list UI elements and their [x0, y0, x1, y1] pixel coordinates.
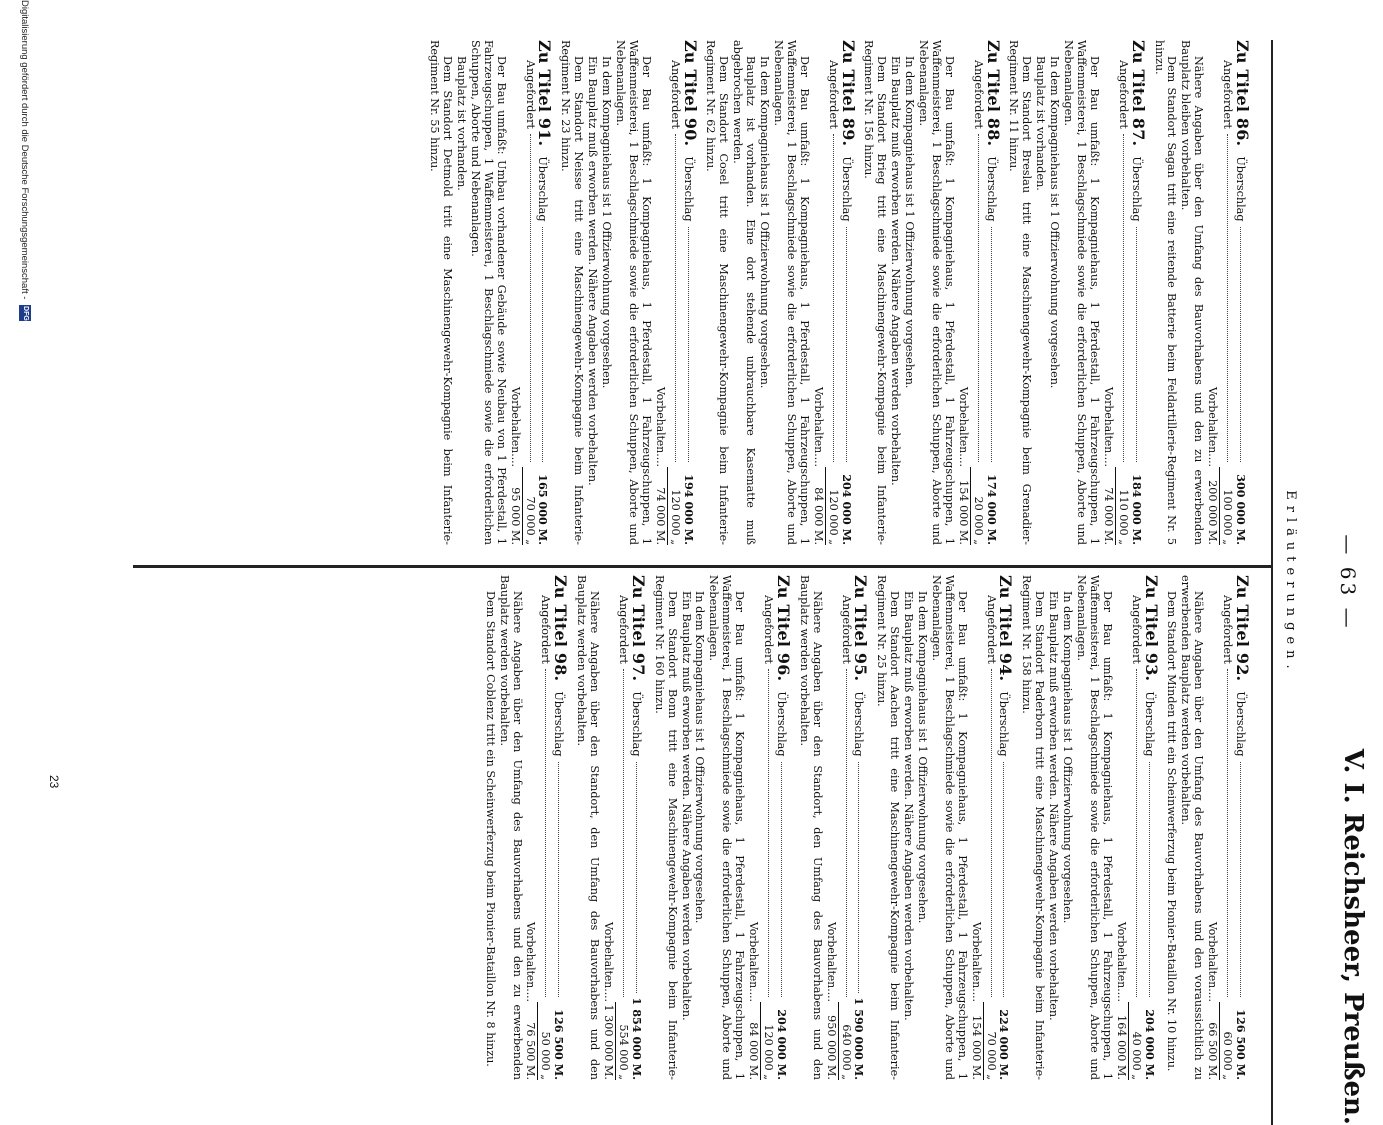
- entry-heading: [851, 575, 871, 1080]
- reserved-label: Vorbehalten....: [524, 921, 538, 1002]
- budget-entry: [1165, 575, 1252, 1080]
- requested-line: [538, 575, 552, 1080]
- reserved-line: [1101, 40, 1114, 545]
- explanation-paragraph: Ein Bauplatz muß erworben werden. Nähere Angaben werden vorbehalten.: [679, 591, 693, 1021]
- explanation-paragraph: Ein Bauplatz muß erworben werden. Nähere Angaben werden vorbehalten.: [586, 56, 600, 486]
- running-title: V. I. Reichsheer, Preußen.: [1338, 748, 1368, 1125]
- reserved-line: [1114, 575, 1127, 1080]
- explanation-paragraph: Dem Standort Bonn tritt eine Maschinengewehr-Kompagnie beim Infanterie-Regiment Nr. 160 hinzu.: [652, 575, 679, 1080]
- reserved-amount: 200 000 M.: [1206, 480, 1220, 545]
- estimate-label: Überschlag: [997, 691, 1011, 757]
- reserved-label: Vorbehalten....: [602, 921, 616, 1002]
- entry-heading: [551, 575, 571, 1080]
- requested-amount: 640 000 „: [838, 1002, 852, 1080]
- estimate-amount: 174 000 M.: [984, 474, 999, 545]
- explanation-paragraph: Nähere Angaben über den Standort, den Umfang des Bauvorhabens und den Bauplatz werden vorbehalten.: [797, 575, 824, 1080]
- requested-line: [1128, 575, 1142, 1080]
- reserved-label: Vorbehalten....: [1206, 921, 1220, 1002]
- estimate-label: Überschlag: [1142, 691, 1156, 757]
- explanation-paragraph: Dem Standort Detmold tritt eine Maschinengewehr-Kompagnie beim Infanterie-Regiment Nr. 55 hinzu.: [428, 40, 455, 545]
- requested-line: [522, 40, 536, 545]
- requested-line: [1219, 40, 1233, 545]
- leader-dots: [833, 134, 834, 462]
- requested-line: [1219, 575, 1233, 1080]
- leader-dots: [1240, 762, 1241, 997]
- leader-dots: [558, 762, 559, 997]
- requested-amount: 100 000 „: [1219, 467, 1233, 545]
- estimate-amount: 300 000 M.: [1234, 474, 1248, 545]
- credit-text: Digitalisierung gefördert durch die Deutsche Forschungsgemeinschaft -: [19, 0, 31, 300]
- leader-dots: [636, 762, 637, 993]
- entry-title: Zu Titel 94.: [996, 575, 1016, 682]
- requested-line: [838, 575, 852, 1080]
- estimate-amount: 126 500 M.: [1234, 1009, 1248, 1080]
- explanation-paragraph: Ein Bauplatz muß erworben werden. Nähere Angaben werden vorbehalten.: [1047, 591, 1061, 1021]
- estimate-amount: 1 854 000 M.: [629, 997, 644, 1080]
- estimate-amount: 165 000 M.: [536, 474, 551, 545]
- estimate-amount: 204 000 M.: [1142, 1009, 1157, 1080]
- explanation-paragraph: Nähere Angaben über den Standort, den Umfang des Bauvorhabens und den Bauplatz werden vorbehalten.: [575, 575, 602, 1080]
- entry-heading: [1233, 40, 1252, 545]
- reserved-amount: 95 000 M.: [508, 487, 522, 545]
- entry-title: Zu Titel 98.: [551, 575, 571, 682]
- leader-dots: [543, 227, 544, 462]
- requested-amount: 60 000 „: [1219, 1002, 1233, 1080]
- leader-dots: [1227, 134, 1228, 462]
- estimate-label: Überschlag: [1234, 156, 1247, 222]
- budget-entry: [574, 575, 648, 1080]
- budget-entry: [1007, 40, 1148, 545]
- leader-dots: [1123, 134, 1124, 462]
- entry-heading: [1141, 575, 1161, 1080]
- explanation-paragraph: In dem Kompagniehaus ist 1 Offizierwohnung vorgesehen.: [758, 56, 772, 389]
- explanation-paragraph: In dem Kompagniehaus ist 1 Offizierwohnung vorgesehen.: [1048, 56, 1062, 389]
- requested-line: [970, 40, 984, 545]
- leader-dots: [688, 227, 689, 462]
- budget-entry: [427, 40, 555, 545]
- estimate-amount: 184 000 M.: [1129, 474, 1144, 545]
- leader-dots: [1136, 227, 1137, 462]
- requested-label: Angefordert: [1129, 595, 1143, 664]
- budget-entry: [1020, 575, 1161, 1080]
- budget-entry: [559, 40, 700, 545]
- leader-dots: [846, 669, 847, 997]
- estimate-amount: 204 000 M.: [839, 474, 854, 545]
- explanation-paragraph: In dem Kompagniehaus ist 1 Offizierwohnung vorgesehen.: [1061, 591, 1075, 924]
- page-number: — 63 —: [1336, 534, 1360, 631]
- estimate-label: Überschlag: [839, 156, 853, 222]
- page-header: [1283, 40, 1368, 1125]
- leader-dots: [846, 227, 847, 462]
- entry-heading: [838, 40, 858, 545]
- reserved-line: [956, 40, 969, 545]
- entry-title: Zu Titel 95.: [851, 575, 871, 682]
- requested-label: Angefordert: [523, 60, 537, 129]
- estimate-label: Überschlag: [1234, 691, 1247, 757]
- explanation-paragraph: Dem Standort Coblenz tritt ein Scheinwerferzug beim Pionier-Bataillon Nr. 8 hinzu.: [483, 591, 497, 1067]
- entry-title: Zu Titel 87.: [1128, 40, 1148, 147]
- leader-dots: [1004, 762, 1005, 997]
- requested-label: Angefordert: [668, 60, 682, 129]
- leader-dots: [858, 762, 859, 993]
- explanation-paragraph: Der Bau umfaßt: 1 Kompagniehaus, 1 Pferdestall, 1 Fahrzeugschuppen, 1 Waffenmeisterei, 1 Beschlagschmiede sowie die erforderlichen Schuppen, Aborte und Nebenanlagen.: [917, 40, 956, 545]
- leader-dots: [1149, 762, 1150, 997]
- explanation-paragraph: Ein Bauplatz muß erworben werden. Nähere Angaben werden vorbehalten.: [902, 591, 916, 1021]
- reserved-label: Vorbehalten....: [1114, 921, 1128, 1002]
- reserved-line: [1205, 40, 1218, 545]
- estimate-amount: 224 000 M.: [997, 1009, 1012, 1080]
- reserved-line: [824, 575, 837, 1080]
- estimate-label: Überschlag: [774, 691, 788, 757]
- requested-label: Angefordert: [762, 595, 775, 664]
- dfg-logo: DFG: [19, 305, 31, 321]
- entry-title: Zu Titel 90.: [680, 40, 700, 147]
- digitization-credit: [19, 0, 31, 1000]
- reserved-line: [746, 575, 759, 1080]
- reserved-amount: 154 000 M.: [969, 1015, 983, 1080]
- estimate-label: Überschlag: [984, 156, 998, 222]
- entry-heading: [996, 575, 1016, 1080]
- requested-amount: 554 000 „: [615, 1002, 629, 1080]
- leader-dots: [991, 227, 992, 462]
- estimate-amount: 126 500 M.: [552, 1009, 567, 1080]
- estimate-amount: 1 590 000 M.: [852, 997, 867, 1080]
- entry-title: Zu Titel 89.: [838, 40, 858, 147]
- explanation-paragraph: In dem Kompagniehaus ist 1 Offizierwohnung vorgesehen.: [600, 56, 614, 389]
- leader-dots: [768, 669, 769, 997]
- estimate-amount: 194 000 M.: [681, 474, 696, 545]
- reserved-amount: 154 000 M.: [956, 480, 970, 545]
- section-heading: Erläuterungen.: [1283, 490, 1298, 675]
- explanation-paragraph: Dem Standort Paderborn tritt eine Maschinengewehr-Kompagnie beim Infanterie-Regiment Nr. 158 hinzu.: [1020, 575, 1047, 1080]
- reserved-amount: 84 000 M.: [811, 487, 825, 545]
- explanation-paragraph: In dem Kompagniehaus ist 1 Offizierwohnung vorgesehen.: [693, 591, 707, 924]
- entry-heading: [628, 575, 648, 1080]
- requested-label: Angefordert: [826, 60, 840, 129]
- requested-line: [983, 575, 997, 1080]
- budget-entry: [704, 40, 858, 545]
- reserved-line: [969, 575, 982, 1080]
- reserved-label: Vorbehalten....: [956, 386, 970, 467]
- explanation-paragraph: Nähere Angaben über den Umfang des Bauvorhabens und den voraussichtlich zu erwerbenden Bauplatz werden vorbehalten.: [1179, 575, 1206, 1080]
- requested-label: Angefordert: [971, 60, 985, 129]
- entry-heading: [773, 575, 793, 1080]
- reserved-line: [653, 40, 666, 545]
- reserved-label: Vorbehalten....: [969, 921, 983, 1002]
- requested-amount: 70 000 „: [983, 1002, 997, 1080]
- requested-label: Angefordert: [616, 595, 630, 664]
- budget-entry: [483, 575, 571, 1080]
- explanation-paragraph: Der Bau umfaßt: 1 Kompagniehaus, 1 Pferdestall, 1 Fahrzeugschuppen, 1 Waffenmeisterei, 1 Beschlagschmiede sowie die erforderlichen Schuppen, Aborte und Nebenanlagen.: [772, 40, 811, 545]
- reserved-label: Vorbehalten....: [1206, 386, 1220, 467]
- leader-dots: [530, 134, 531, 462]
- right-column: [133, 575, 1252, 1080]
- requested-line: [1115, 40, 1129, 545]
- entry-heading: [983, 40, 1003, 545]
- estimate-label: Überschlag: [552, 691, 566, 757]
- leader-dots: [623, 669, 624, 997]
- explanation-paragraph: In dem Kompagniehaus ist 1 Offizierwohnung vorgesehen.: [903, 56, 917, 389]
- estimate-label: Überschlag: [536, 156, 550, 222]
- reserved-line: [524, 575, 537, 1080]
- estimate-label: Überschlag: [852, 691, 866, 757]
- top-rule: [1271, 40, 1273, 1125]
- requested-amount: 120 000 „: [667, 467, 681, 545]
- leader-dots: [545, 669, 546, 997]
- reserved-label: Vorbehalten....: [508, 386, 522, 467]
- explanation-paragraph: Bauplatz ist vorhanden.: [455, 56, 469, 191]
- reserved-line: [508, 40, 521, 545]
- reserved-amount: 1 300 000 M.: [602, 1004, 616, 1080]
- explanation-paragraph: Der Bau umfaßt: 1 Kompagniehaus, 1 Pferdestall, 1 Fahrzeugschuppen, 1 Waffenmeisterei, 1 Beschlagschmiede sowie die erforderlichen Schuppen, Aborte und Nebenanlagen.: [929, 575, 969, 1080]
- requested-amount: 20 000 „: [970, 467, 984, 545]
- explanation-paragraph: Ein Bauplatz muß erworben werden. Nähere Angaben werden vorbehalten.: [889, 56, 903, 486]
- requested-label: Angefordert: [1116, 60, 1130, 129]
- requested-amount: 70 000 „: [522, 467, 536, 545]
- requested-amount: 40 000 „: [1128, 1002, 1142, 1080]
- reserved-amount: 76 500 M.: [524, 1022, 538, 1080]
- entry-title: Zu Titel 88.: [983, 40, 1003, 147]
- budget-entry: [652, 575, 793, 1080]
- entry-heading: [1233, 575, 1252, 1080]
- reserved-label: Vorbehalten....: [747, 921, 761, 1002]
- reserved-amount: 84 000 M.: [747, 1022, 761, 1080]
- requested-amount: 50 000 „: [538, 1002, 552, 1080]
- reserved-line: [811, 40, 824, 545]
- requested-label: Angefordert: [984, 595, 998, 664]
- budget-entry: [797, 575, 871, 1080]
- entry-title: Zu Titel 97.: [628, 575, 648, 682]
- explanation-paragraph: Dem Standort Cosel tritt eine Maschinengewehr-Kompagnie beim Infanterie-Regiment Nr. 62 hinzu.: [704, 40, 731, 545]
- requested-label: Angefordert: [1221, 60, 1235, 129]
- two-column-content: [133, 40, 1252, 1125]
- left-column: [133, 40, 1252, 545]
- reserved-amount: 164 000 M.: [1114, 1015, 1128, 1080]
- explanation-paragraph: Dem Standort Sagan tritt eine reitende Batterie beim Feldartillerie-Regiment Nr. 5 hinzu.: [1152, 40, 1179, 545]
- reserved-amount: 74 000 M.: [1101, 487, 1115, 545]
- budget-entry: [1152, 40, 1252, 545]
- requested-amount: 110 000 „: [1115, 467, 1129, 545]
- explanation-paragraph: Nähere Angaben über den Umfang des Bauvorhabens und den zu erwerbenden Bauplatz werden vorbehalten.: [497, 575, 524, 1080]
- explanation-paragraph: Der Bau umfaßt: Umbau vorhandener Gebäude sowie Neubau von 1 Pferdestall, 1 Fahrzeugschuppen, 1 Waffenmeisterei, 1 Beschlagschmiede sowie die erforderlichen Schuppen, Aborte und Nebenanlagen.: [468, 40, 508, 545]
- entry-title: Zu Titel 93.: [1141, 575, 1161, 682]
- leader-dots: [781, 762, 782, 997]
- entry-title: Zu Titel 92.: [1233, 575, 1252, 682]
- budget-entry: [862, 40, 1003, 545]
- explanation-paragraph: Dem Standort Neisse tritt eine Maschinengewehr-Kompagnie beim Infanterie-Regiment Nr. 23 hinzu.: [559, 40, 586, 545]
- budget-entry: [874, 575, 1016, 1080]
- entry-title: Zu Titel 91.: [535, 40, 555, 147]
- estimate-label: Überschlag: [629, 691, 643, 757]
- reserved-label: Vorbehalten....: [1101, 386, 1115, 467]
- requested-amount: 120 000 „: [825, 467, 839, 545]
- leader-dots: [1227, 669, 1228, 997]
- explanation-paragraph: Nähere Angaben über den Umfang des Bauvorhabens und den zu erwerbenden Bauplatz bleiben vorbehalten.: [1179, 40, 1206, 545]
- entry-title: Zu Titel 96.: [773, 575, 793, 682]
- reserved-label: Vorbehalten....: [811, 386, 825, 467]
- requested-line: [825, 40, 839, 545]
- requested-label: Angefordert: [539, 595, 553, 664]
- explanation-paragraph: Dem Standort Brieg tritt eine Maschinengewehr-Kompagnie beim Infanterie-Regiment Nr. 156 hinzu.: [862, 40, 889, 545]
- leader-dots: [1136, 669, 1137, 997]
- explanation-paragraph: Dem Standort Aachen tritt eine Maschinengewehr-Kompagnie beim Infanterie-Regiment Nr. 25 hinzu.: [875, 575, 902, 1080]
- reserved-line: [1205, 575, 1218, 1080]
- entry-title: Zu Titel 86.: [1233, 40, 1252, 147]
- folio-number: 23: [47, 775, 61, 789]
- requested-line: [760, 575, 774, 1080]
- estimate-label: Überschlag: [1129, 156, 1143, 222]
- explanation-paragraph: Bauplatz ist vorhanden. Eine dort stehende unbrauchbare Kasematte muß abgebrochen werden.: [731, 40, 758, 545]
- explanation-paragraph: Der Bau umfaßt: 1 Kompagniehaus, 1 Pferdestall, 1 Fahrzeugschuppen, 1 Waffenmeisterei, 1 Beschlagschmiede sowie die erforderlichen Schuppen, Aborte und Nebenanlagen.: [1062, 40, 1101, 545]
- requested-label: Angefordert: [1221, 595, 1235, 664]
- explanation-paragraph: Dem Standort Breslau tritt eine Maschinengewehr-Kompagnie beim Grenadier-Regiment Nr. 11 hinzu.: [1007, 40, 1034, 545]
- leader-dots: [978, 134, 979, 462]
- requested-line: [615, 575, 629, 1080]
- explanation-paragraph: Der Bau umfaßt: 1 Kompagniehaus, 1 Pferdestall, 1 Fahrzeugschuppen, 1 Waffenmeisterei, 1 Beschlagschmiede sowie die erforderlichen Schuppen, Aborte und Nebenanlagen.: [1075, 575, 1114, 1080]
- reserved-line: [601, 575, 614, 1080]
- entry-heading: [1128, 40, 1148, 545]
- entry-heading: [680, 40, 700, 545]
- explanation-paragraph: Der Bau umfaßt: 1 Kompagniehaus, 1 Pferdestall, 1 Fahrzeugschuppen, 1 Waffenmeisterei, 1 Beschlagschmiede sowie die erforderlichen Schuppen, Aborte und Nebenanlagen.: [614, 40, 653, 545]
- entry-heading: [535, 40, 555, 545]
- reserved-label: Vorbehalten....: [824, 921, 838, 1002]
- reserved-amount: 950 000 M.: [824, 1015, 838, 1080]
- explanation-paragraph: Der Bau umfaßt: 1 Kompagniehaus, 1 Pferdestall, 1 Fahrzeugschuppen, 1 Waffenmeisterei, 1 Beschlagschmiede sowie die erforderlichen Schuppen, Aborte und Nebenanlagen.: [707, 575, 747, 1080]
- leader-dots: [675, 134, 676, 462]
- estimate-label: Überschlag: [681, 156, 695, 222]
- requested-line: [667, 40, 681, 545]
- estimate-amount: 204 000 M.: [774, 1009, 789, 1080]
- column-divider: [133, 565, 1273, 568]
- reserved-amount: 74 000 M.: [653, 487, 667, 545]
- reserved-label: Vorbehalten....: [653, 386, 667, 467]
- leader-dots: [1240, 227, 1241, 462]
- requested-label: Angefordert: [839, 595, 853, 664]
- leader-dots: [991, 669, 992, 997]
- explanation-paragraph: Dem Standort Minden tritt ein Scheinwerferzug beim Pionier-Bataillon Nr. 10 hinzu.: [1165, 591, 1179, 1072]
- requested-amount: 120 000 „: [760, 1002, 774, 1080]
- explanation-paragraph: Bauplatz ist vorhanden.: [1034, 56, 1048, 191]
- explanation-paragraph: In dem Kompagniehaus ist 1 Offizierwohnung vorgesehen.: [916, 591, 930, 924]
- reserved-amount: 66 500 M.: [1206, 1022, 1220, 1080]
